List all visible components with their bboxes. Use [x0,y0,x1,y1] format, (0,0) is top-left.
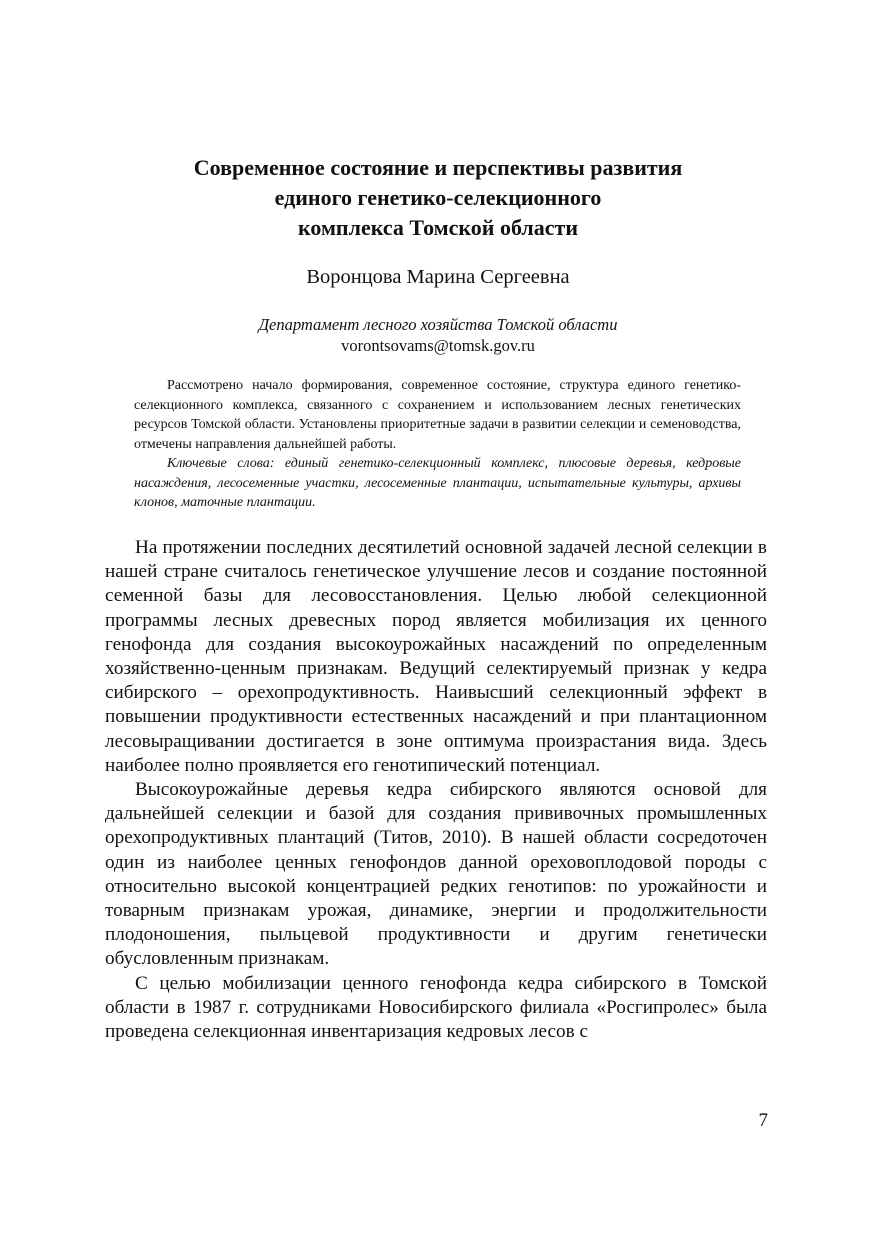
department: Департамент лесного хозяйства Томской области [258,315,618,334]
title-line: единого генетико-селекционного [274,185,602,210]
body-text [105,536,767,1044]
body-paragraph: Высокоурожайные деревья кедра сибирского являются основой для дальнейшей селекции и базой для создания прививочных промышленных орехопродуктивных плантаций (Титов, 2010). В нашей области сосредоточен один из наиболее ценных генофондов данной ореховоплодовой породы с относительно высокой концентрацией редких генотипов: по урожайности и товарным признакам урожая, динамике, энергии и продолжительности плодоношения, пыльцевой продуктивности и другим генетически обусловленным признакам. [105,779,767,970]
body-paragraph: На протяжении последних десятилетий основной задачей лесной селекции в нашей стране считалось генетическое улучшение лесов и создание постоянной семенной базы для лесовосстановления. Целью любой селекционной программы лесных древесных пород является мобилизация их ценного генофонда для создания высокоурожайных насаждений по определенным хозяйственно-ценным признакам. Ведущий селектируемый признак у кедра сибирского – орехопродуктивность. Наивысший селекционный эффект в повышении продуктивности естественных насаждений и при плантационном лесовыращивании достигается в зоне оптимума произрастания вида. Здесь наиболее полно проявляется его генотипический потенциал. [105,537,767,776]
body-paragraph: С целью мобилизации ценного генофонда кедра сибирского в Томской области в 1987 г. сотрудниками Новосибирского филиала «Росгипролес» была проведена селекционная инвентаризация кедровых лесов с [105,972,767,1043]
title-line: Современное состояние и перспективы развития [193,155,683,180]
author-affiliation [100,314,776,356]
article-title [100,153,776,243]
abstract-text: Рассмотрено начало формирования, современное состояние, структура единого генетико-селекционного комплекса, связанного с сохранением и использованием лесных генетических ресурсов Томской области. Установлены приоритетные задачи в развитии селекции и семеноводства, отмечены направления дальнейшей работы. [134,378,741,452]
author-email: vorontsovams@tomsk.gov.ru [341,336,535,355]
author-name: Воронцова Марина Сергеевна [306,266,570,288]
page-number: 7 [758,1110,768,1131]
title-line: комплекса Томской области [297,215,579,240]
abstract [134,376,741,513]
keywords: Ключевые слова: единый генетико-селекционный комплекс, плюсовые деревья, кедровые насаждения, лесосеменные участки, лесосеменные плантации, испытательные культуры, архивы клонов, маточные плантации. [134,456,741,510]
